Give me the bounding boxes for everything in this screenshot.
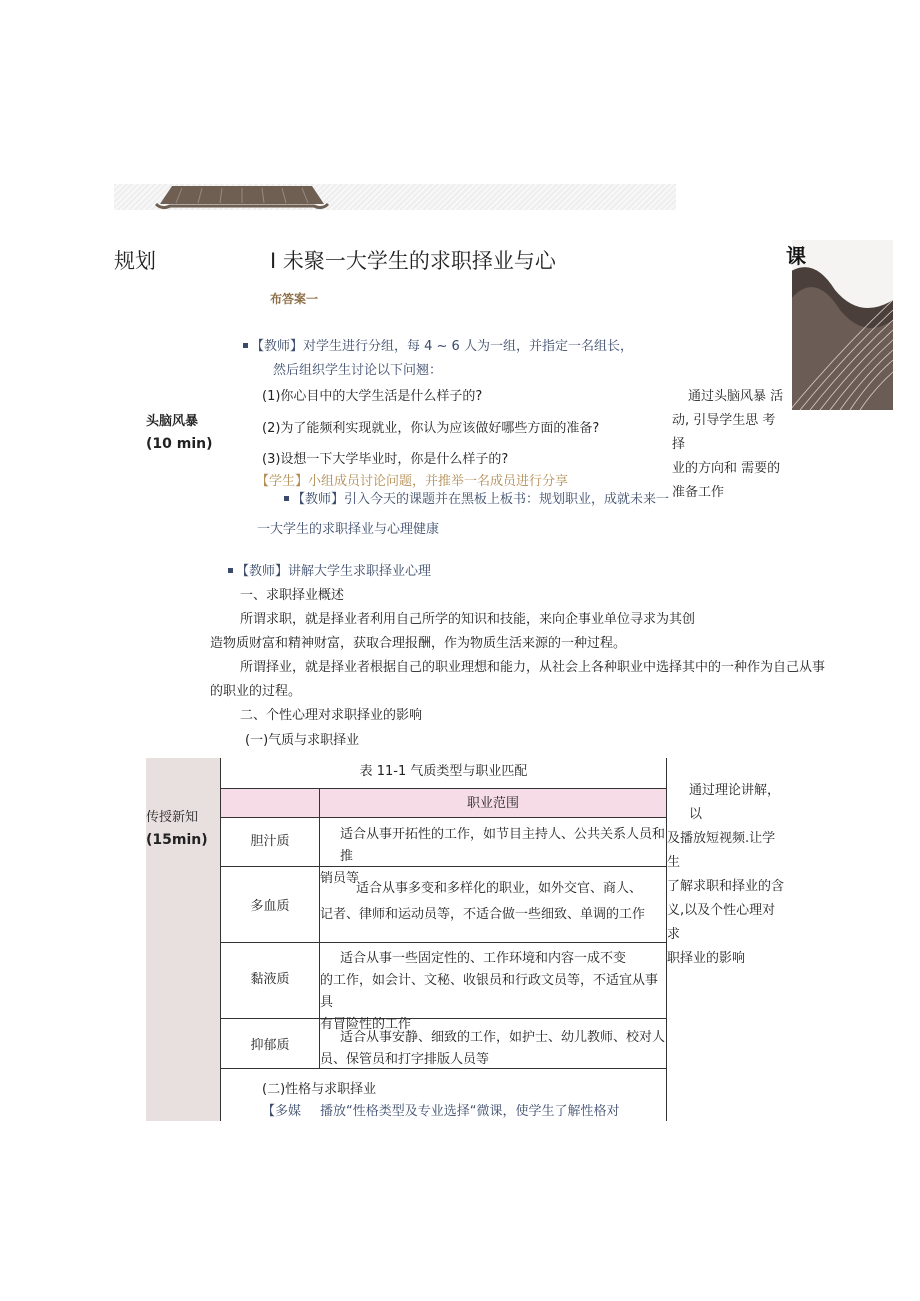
purpose-line: 及播放短视频.让学生: [667, 831, 776, 870]
heading-2: 二、个性心理对求职择业的影响: [240, 708, 423, 723]
sub-label: 布答案一: [270, 292, 319, 306]
teacher-intro-2: 然后组织学生讨论以下问翘：: [273, 363, 443, 378]
paragraph-2b: 的职业的过程。: [210, 684, 302, 699]
corner-char: 课: [786, 244, 806, 268]
brainstorm-stage-time: (10 min): [146, 436, 213, 452]
desc-line: 销员等: [320, 871, 360, 886]
bullet-square-icon: [243, 343, 248, 348]
desc-line: 员、保管员和打字排版人员等: [320, 1052, 490, 1067]
purpose-line: 通过理论讲解，以: [689, 783, 781, 822]
desc-line: 适合从事一些固定性的、工作环境和内容一成不变: [340, 951, 627, 966]
heading-1: 一、求职择业概述: [240, 588, 345, 603]
lecture-stage-label: 传授新知: [146, 810, 199, 825]
media-tag: 【多媒: [262, 1104, 302, 1119]
bullet-square-icon: [284, 496, 289, 501]
desc-line: 有冒险性的工作: [320, 1017, 412, 1032]
lecture-teacher-line: [228, 563, 431, 581]
teacher-topic-text: 【教师】引入今天的课题并在黑板上板书：规划职业，成就未来一: [292, 492, 670, 507]
purpose-line: 动, 引导学生思 考择: [672, 413, 776, 452]
cut-line-wrap: [256, 474, 569, 489]
teacher-intro: [243, 338, 633, 356]
table-row-desc: [320, 1027, 666, 1071]
desc-line: 记者、律师和运动员等，不适合做一些细致、单调的工作: [320, 907, 646, 922]
paragraph-2a: 所谓择业，就是择业者根据自己的职业理想和能力，从社会上各种职业中选择其中的一种作为自己从事: [240, 660, 826, 675]
desc-line: 适合从事多变和多样化的职业，如外交官、商人、: [356, 881, 643, 896]
purpose-line: 通过头脑风暴 活: [688, 389, 784, 404]
lecture-purpose: [667, 779, 787, 971]
question-3: (3)设想一下大学毕业时，你是什么样子的?: [262, 452, 509, 467]
purpose-line: 准备工作: [672, 485, 725, 500]
teacher-topic: [284, 491, 669, 509]
purpose-line: 职择业的影响: [667, 951, 746, 966]
table-border: [220, 942, 666, 943]
brainstorm-stage-label: 头脑风暴: [146, 414, 199, 429]
table-border: [220, 817, 666, 818]
table-row-type: 抑郁质: [250, 1038, 290, 1053]
desc-line: 适合从事开拓性的工作，如节目主持人、公共关系人员和推: [340, 827, 666, 864]
heading-4: (二)性格与求职择业: [262, 1082, 377, 1097]
desc-line: 适合从事安静、细致的工作，如护士、幼儿教师、校对人: [340, 1030, 666, 1045]
lecture-stage-time: (15min): [146, 832, 208, 848]
bullet-square-icon: [228, 568, 233, 573]
paragraph-1b: 造物质财富和精神财富，获取合理报酬，作为物质生活来源的一种过程。: [210, 636, 627, 651]
page-title: I 未聚一大学生的求职择业与心: [270, 249, 556, 273]
table-row-desc: [320, 948, 666, 1036]
header-left-title: 规划: [114, 249, 156, 273]
question-2: (2)为了能频利实现就业，你认为应该做好哪些方面的准备?: [262, 421, 600, 436]
paragraph-1a: 所谓求职，就是择业者利用自己所学的知识和技能，来向企事业单位寻求为其创: [240, 612, 696, 627]
lecture-teacher-text: 【教师】讲解大学生求职择业心理: [236, 564, 432, 579]
question-1: (1)你心目中的大学生活是什么样子的?: [262, 389, 483, 404]
table-row-type: 胆汁质: [250, 834, 290, 849]
media-text: 播放“性格类型及专业选择“微课，使学生了解性格对: [320, 1104, 620, 1119]
table-caption: 表 11-1 气质类型与职业匹配: [359, 764, 528, 779]
purpose-line: 业的方向和 需要的: [672, 461, 781, 476]
heading-3: (一)气质与求职择业: [245, 733, 360, 748]
purpose-line: 了解求职和择业的含: [667, 879, 785, 894]
purpose-line: 义,以及个性心理对求: [667, 903, 776, 942]
teacher-intro-text: 【教师】对学生进行分组，每 4 ~ 6 人为一组，并指定一名组长，: [251, 339, 633, 354]
teacher-topic-2: 一大学生的求职择业与心理健康: [257, 522, 440, 537]
table-row-type: 黏液质: [250, 972, 290, 987]
table-row-type: 多血质: [250, 899, 290, 914]
brainstorm-purpose: [672, 385, 787, 505]
table-header-cell: 职业范围: [466, 796, 519, 811]
cut-line: 【学生】小组成员讨论问题，并推举一名成员进行分享: [256, 474, 569, 489]
table-row-desc: [320, 876, 666, 928]
desc-line: 的工作，如会计、文秘、收银员和行政文员等，不适宜从事具: [320, 973, 659, 1010]
banner-roof-ornament: [152, 182, 332, 212]
